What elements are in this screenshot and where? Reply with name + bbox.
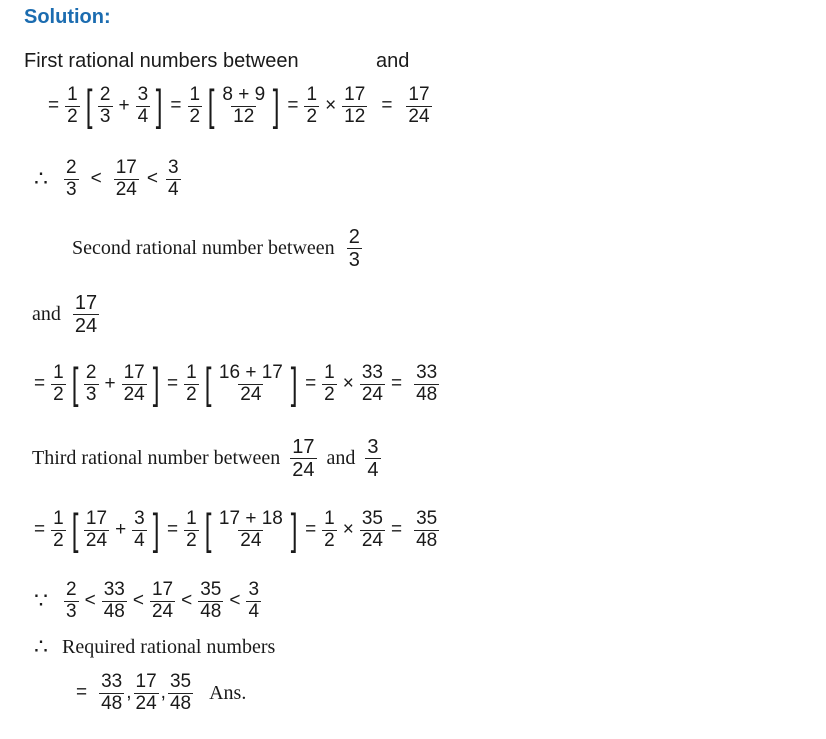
plus-sign: + <box>115 519 127 540</box>
answer-line <box>72 672 246 715</box>
fraction-result: $\frac{17}{24}$ <box>408 83 430 127</box>
fraction-third-a: $\frac{17}{24}$ <box>292 436 315 481</box>
equals-sign: = <box>170 95 182 116</box>
intro-line <box>24 50 410 73</box>
therefore-symbol: ∴ <box>34 634 48 659</box>
fraction-sum: $\frac{8 + 9}{12}$ <box>222 83 266 127</box>
equals-sign: = <box>391 373 403 394</box>
fraction-half: $\frac{1}{2}$ <box>324 361 335 405</box>
third-text: Third rational number between <box>32 447 281 469</box>
fraction-b: $\frac{3}{4}$ <box>167 157 179 200</box>
fraction-half: $\frac{1}{2}$ <box>53 361 64 405</box>
therefore-symbol: ∴ <box>34 166 48 192</box>
and-text: and <box>326 447 356 469</box>
equals-sign: = <box>166 373 179 394</box>
inequality-2 <box>34 580 263 623</box>
fraction-a: $\frac{2}{3}$ <box>66 157 77 200</box>
less-than: < <box>84 590 96 612</box>
fraction-sum: $\frac{17 + 18}{24}$ <box>218 507 283 551</box>
plus-sign: + <box>104 373 116 394</box>
fraction-result: $\frac{33}{48}$ <box>416 361 438 405</box>
step1-equation <box>44 81 434 130</box>
equals-sign: = <box>305 519 317 540</box>
less-than: < <box>229 590 241 612</box>
fraction-half: $\frac{1}{2}$ <box>324 507 335 551</box>
step3-equation <box>30 505 441 554</box>
bracket-close: ] <box>290 505 298 554</box>
fraction-third-b: $\frac{3}{4}$ <box>367 436 379 481</box>
intro-text: First rational numbers between <box>24 50 299 72</box>
second-and-line <box>32 292 101 337</box>
bracket-close: ] <box>152 505 160 554</box>
bracket-open: [ <box>71 505 79 554</box>
fraction-a: $\frac{2}{3}$ <box>85 361 97 405</box>
bracket-open: [ <box>71 359 79 408</box>
fraction-c: $\frac{17}{12}$ <box>344 83 366 127</box>
comma: , <box>126 682 132 704</box>
solution-heading: Solution: <box>24 6 111 28</box>
fraction-c: $\frac{33}{24}$ <box>361 361 383 405</box>
equals-sign: = <box>381 95 393 116</box>
answer-label: Ans. <box>209 681 247 704</box>
answer-fraction-2: $\frac{17}{24}$ <box>135 671 157 714</box>
fraction-half: $\frac{1}{2}$ <box>189 83 201 127</box>
bracket-close: ] <box>155 81 163 130</box>
plus-sign: + <box>118 95 130 116</box>
bracket-open: [ <box>85 81 93 130</box>
step2-equation <box>30 359 441 408</box>
second-heading <box>72 226 364 271</box>
equals-sign: = <box>391 519 403 540</box>
fraction-half: $\frac{1}{2}$ <box>67 83 78 127</box>
fraction-half: $\frac{1}{2}$ <box>53 507 64 551</box>
required-text: Required rational numbers <box>62 635 276 658</box>
fraction-half: $\frac{1}{2}$ <box>186 507 197 551</box>
times-sign: × <box>342 373 354 394</box>
equals-sign: = <box>287 95 299 116</box>
second-text: Second rational number between <box>72 237 335 259</box>
less-than: < <box>146 168 158 190</box>
times-sign: × <box>325 95 337 116</box>
fraction-second-b: $\frac{17}{24}$ <box>74 292 98 337</box>
answer-fraction-1: $\frac{33}{48}$ <box>101 671 123 714</box>
fraction-4: $\frac{35}{48}$ <box>200 579 222 622</box>
answer-fraction-3: $\frac{35}{48}$ <box>169 671 192 714</box>
fraction-a: $\frac{2}{3}$ <box>99 83 111 127</box>
equals-sign: = <box>76 682 88 704</box>
bracket-close: ] <box>272 81 280 130</box>
fraction-2: $\frac{33}{48}$ <box>103 579 125 622</box>
bracket-close: ] <box>290 359 298 408</box>
less-than: < <box>132 590 144 612</box>
equals-sign: = <box>166 519 179 540</box>
fraction-3: $\frac{17}{24}$ <box>151 579 174 622</box>
equals-sign: = <box>48 95 60 116</box>
equals-sign: = <box>34 373 46 394</box>
equals-sign: = <box>34 519 46 540</box>
required-line <box>34 634 275 660</box>
bracket-open: [ <box>204 505 212 554</box>
fraction-5: $\frac{3}{4}$ <box>248 579 260 622</box>
fraction-mid: $\frac{17}{24}$ <box>115 157 137 200</box>
equals-sign: = <box>305 373 317 394</box>
less-than: < <box>181 590 193 612</box>
third-heading <box>32 436 383 481</box>
bracket-close: ] <box>152 359 160 408</box>
fraction-second-a: $\frac{2}{3}$ <box>348 226 360 271</box>
comma: , <box>160 682 166 704</box>
fraction-sum: $\frac{16 + 17}{24}$ <box>218 361 283 405</box>
bracket-open: [ <box>204 359 212 408</box>
because-symbol: ∵ <box>34 588 48 614</box>
fraction-b: $\frac{3}{4}$ <box>137 83 149 127</box>
fraction-b: $\frac{3}{4}$ <box>134 507 145 551</box>
times-sign: × <box>342 519 354 540</box>
fraction-half: $\frac{1}{2}$ <box>306 83 318 127</box>
inequality-1 <box>34 158 183 201</box>
less-than: < <box>90 168 102 190</box>
fraction-c: $\frac{35}{24}$ <box>361 507 383 551</box>
and-text: and <box>32 303 61 325</box>
bracket-open: [ <box>207 81 215 130</box>
fraction-a: $\frac{17}{24}$ <box>85 507 108 551</box>
intro-and: and <box>376 50 410 72</box>
fraction-half: $\frac{1}{2}$ <box>186 361 197 405</box>
fraction-1: $\frac{2}{3}$ <box>66 579 77 622</box>
fraction-result: $\frac{35}{48}$ <box>416 507 438 551</box>
fraction-b: $\frac{17}{24}$ <box>123 361 145 405</box>
